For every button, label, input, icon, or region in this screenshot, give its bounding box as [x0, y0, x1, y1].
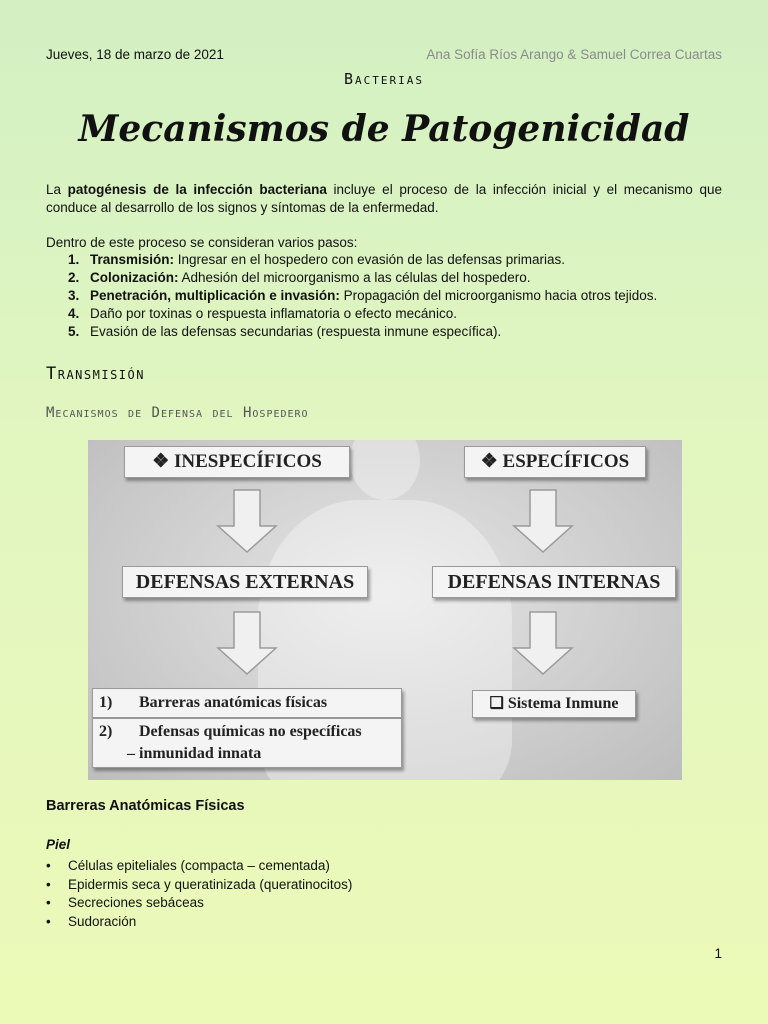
inespecificos-box [124, 446, 350, 478]
section-heading-transmision: Transmisión [46, 364, 145, 384]
steps-list [68, 251, 728, 341]
barreras-anatomicas-label: Barreras anatómicas físicas [139, 694, 328, 711]
step-number: 5. [68, 324, 80, 339]
piel-heading: Piel [46, 837, 71, 852]
list-item: • Células epiteliales (compacta – cementada) [46, 857, 352, 876]
intro-prefix: La [46, 182, 68, 197]
step-bold: Transmisión: [90, 252, 175, 267]
sistema-inmune-box [472, 690, 636, 718]
step-text: Ingresar en el hospedero con evasión de las defensas primarias. [174, 252, 566, 267]
defensas-externas-box [122, 566, 368, 598]
step-bold: Penetración, multiplicación e invasión: [90, 288, 340, 303]
steps-intro: Dentro de este proceso se consideran varios pasos: [46, 235, 358, 250]
subject-heading: Bacterias [343, 70, 424, 88]
intro-suffix: incluye el proceso de la infección inicial y el mecanismo que conduce al desarrollo de los signos y síntomas de la enfermedad. [46, 182, 722, 215]
especificos-label: ❖ ESPECÍFICOS [480, 451, 630, 472]
arrow-down-icon [512, 488, 574, 554]
item-number: 2) [99, 723, 113, 740]
step-item [68, 323, 728, 341]
list-item: • Sudoración [46, 913, 352, 932]
arrow-down-icon [216, 610, 278, 676]
defensas-internas-label: DEFENSAS INTERNAS [447, 571, 661, 593]
step-item [68, 287, 728, 305]
step-text: Propagación del microorganismo hacia otros tejidos. [339, 288, 658, 303]
step-number: 4. [68, 306, 80, 321]
step-item [68, 269, 728, 287]
step-text: Evasión de las defensas secundarias (respuesta inmune específica). [90, 324, 502, 339]
page-number: 1 [714, 946, 722, 961]
list-item: • Epidermis seca y queratinizada (queratinocitos) [46, 876, 352, 895]
step-bold: Colonización: [90, 270, 179, 285]
defense-mechanisms-diagram [88, 440, 682, 780]
sistema-inmune-label: ❑ Sistema Inmune [489, 695, 619, 712]
step-item [68, 305, 728, 323]
defensas-externas-label: DEFENSAS EXTERNAS [135, 571, 355, 593]
document-date: Jueves, 18 de marzo de 2021 [46, 47, 224, 62]
list-item: • Secreciones sebáceas [46, 894, 352, 913]
arrow-down-icon [216, 488, 278, 554]
arrow-down-icon [512, 610, 574, 676]
intro-paragraph [46, 181, 722, 217]
document-authors: Ana Sofía Ríos Arango & Samuel Correa Cuartas [426, 47, 722, 62]
step-item [68, 251, 728, 269]
defensas-quimicas-box [92, 718, 402, 768]
barreras-heading: Barreras Anatómicas Físicas [46, 798, 245, 814]
step-text: Daño por toxinas o respuesta inflamatoria o efecto mecánico. [90, 306, 457, 321]
step-number: 2. [68, 270, 80, 285]
step-number: 1. [68, 252, 80, 267]
item-number: 1) [99, 694, 113, 711]
inmunidad-innata-label: – inmunidad innata [127, 745, 262, 762]
especificos-box [464, 446, 646, 478]
inespecificos-label: ❖ INESPECÍFICOS [152, 451, 322, 472]
subsection-heading-defensa: Mecanismos de Defensa del Hospedero [46, 405, 309, 421]
step-text: Adhesión del microorganismo a las células del hospedero. [178, 270, 531, 285]
piel-list [46, 857, 352, 931]
defensas-quimicas-label: Defensas químicas no específicas [139, 723, 362, 740]
step-number: 3. [68, 288, 80, 303]
intro-bold: patogénesis de la infección bacteriana [67, 182, 327, 197]
page-title: Mecanismos de Patogenicidad [78, 108, 690, 150]
body-silhouette-head [350, 440, 420, 500]
defensas-internas-box [432, 566, 676, 598]
barreras-anatomicas-box [92, 688, 402, 718]
